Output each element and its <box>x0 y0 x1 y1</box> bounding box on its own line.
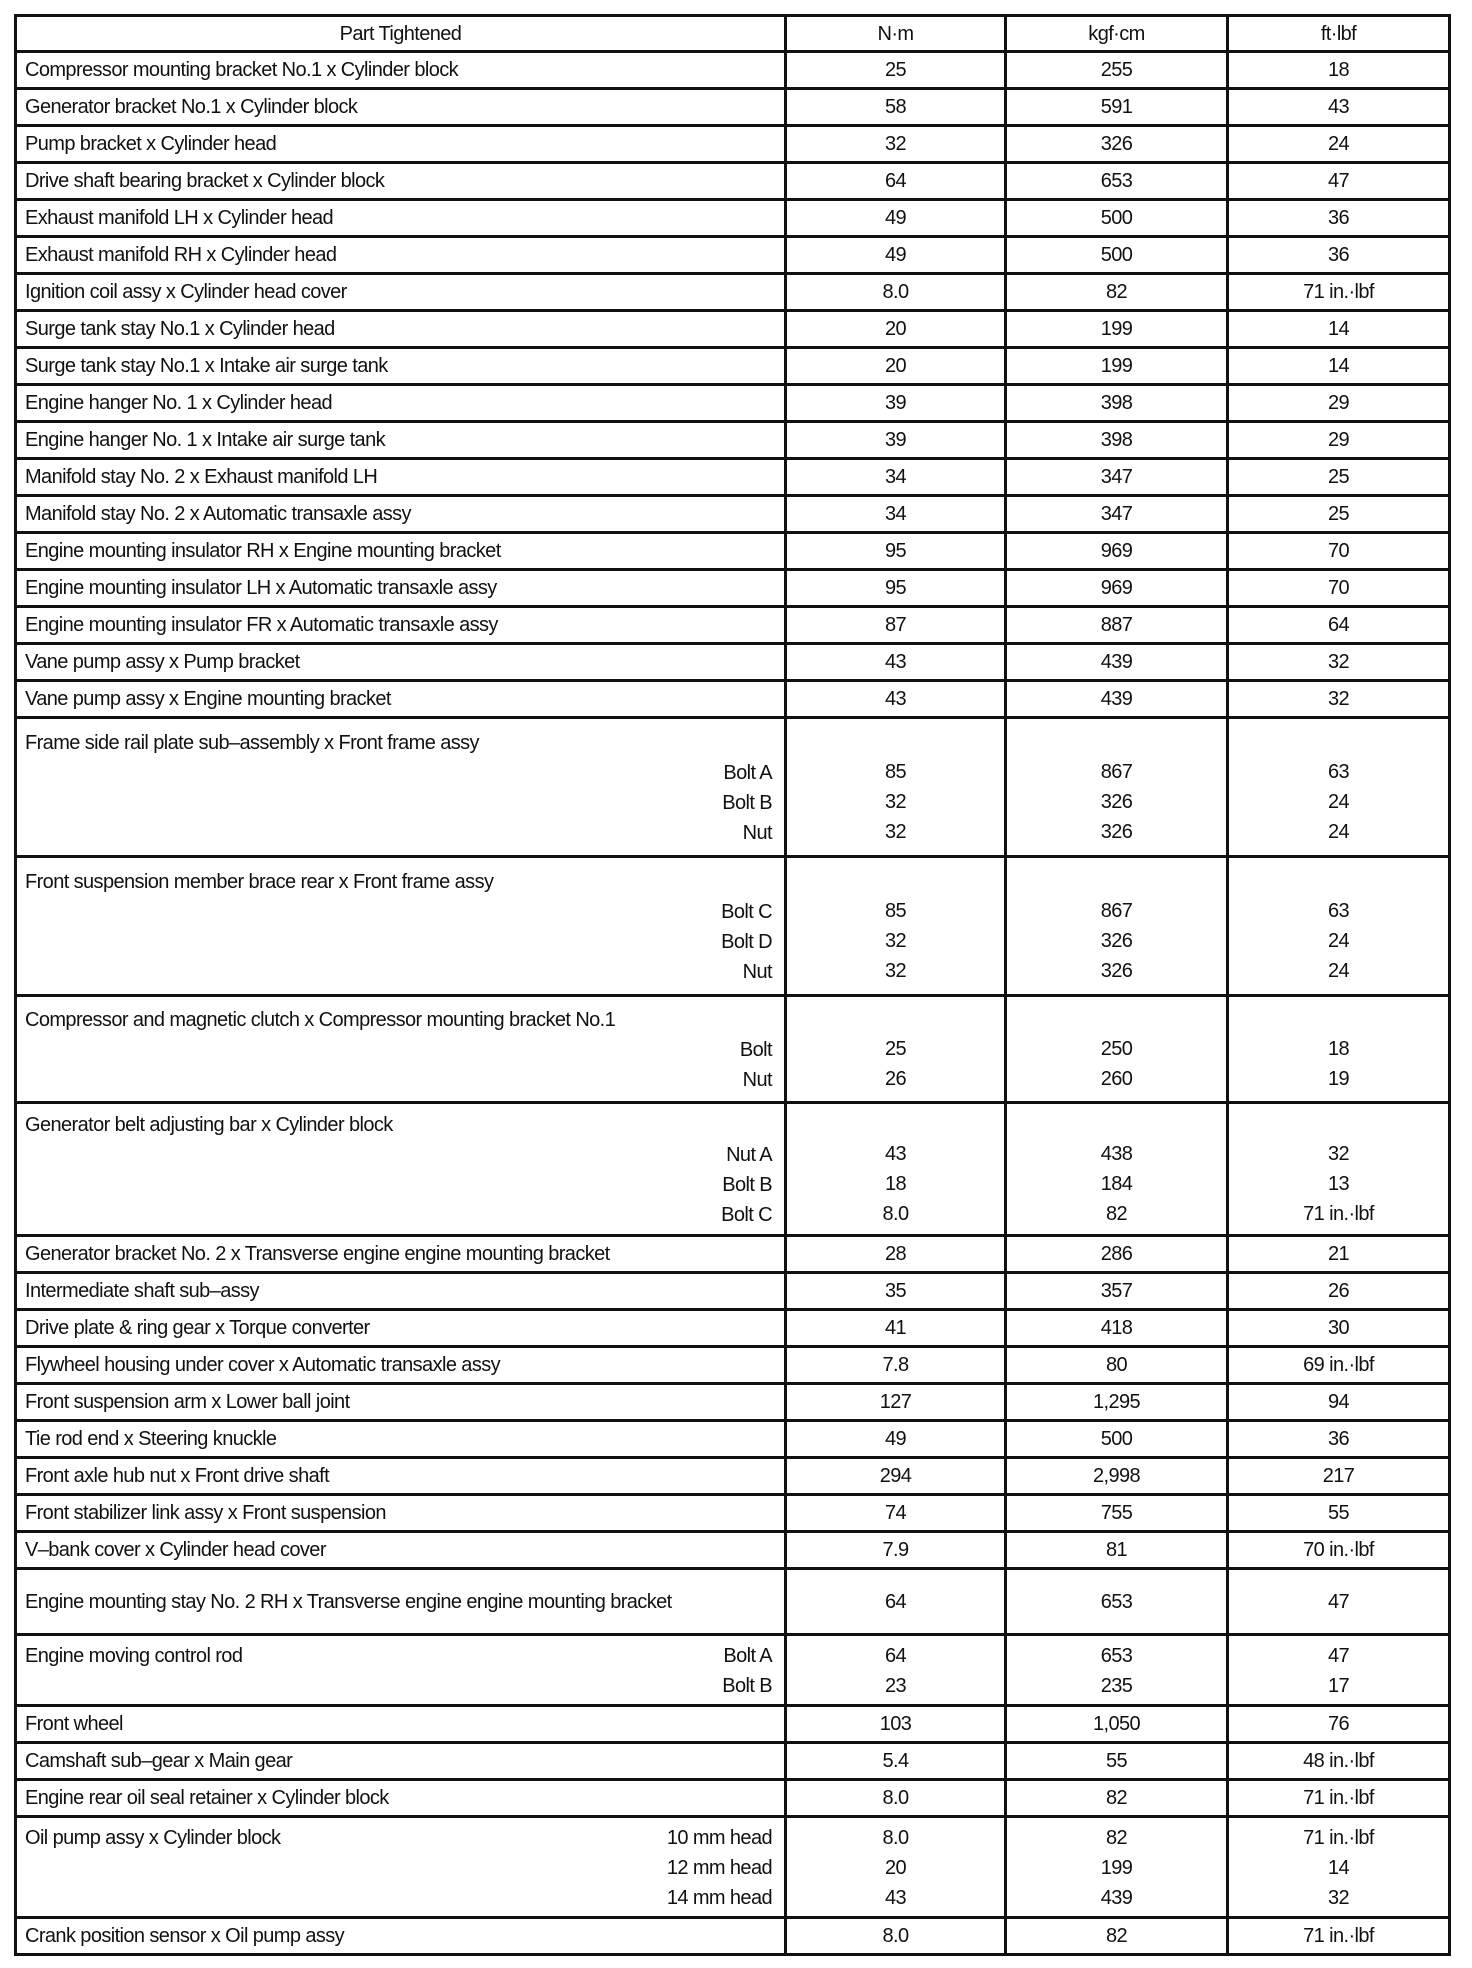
value-ft-lbf: 36 <box>1228 1421 1450 1458</box>
value-nm: 34 <box>786 496 1006 533</box>
table-row <box>16 1743 1450 1780</box>
value-kgf-cm: 81 <box>1006 1532 1228 1569</box>
value-ft-lbf: 32 <box>1327 1143 1350 1165</box>
value-nm-cell <box>786 857 1006 996</box>
value-kgf-cm-cell <box>1006 996 1228 1103</box>
value-ft-lbf: 70 <box>1228 533 1450 570</box>
value-ft-lbf-cell <box>1228 1103 1450 1236</box>
value-kgf-cm: 439 <box>1006 644 1228 681</box>
value-nm-cell <box>786 1635 1006 1706</box>
table-row-group <box>16 718 1450 857</box>
value-kgf-cm-cell <box>1006 857 1228 996</box>
table-row <box>16 1310 1450 1347</box>
value-ft-lbf: 76 <box>1228 1706 1450 1743</box>
header-row <box>16 16 1450 52</box>
value-ft-lbf: 32 <box>1228 681 1450 718</box>
value-kgf-cm: 867 <box>1100 761 1133 783</box>
value-ft-lbf: 55 <box>1228 1495 1450 1532</box>
value-kgf-cm: 235 <box>1100 1675 1133 1697</box>
part-name: Manifold stay No. 2 x Exhaust manifold LH <box>16 459 786 496</box>
value-ft-lbf: 24 <box>1327 960 1350 982</box>
value-nm: 32 <box>884 960 907 982</box>
part-name: Front wheel <box>16 1706 786 1743</box>
value-nm: 294 <box>786 1458 1006 1495</box>
value-nm: 39 <box>786 385 1006 422</box>
sub-part-label: Bolt B <box>722 792 772 814</box>
part-cell <box>16 1103 786 1236</box>
sub-part-label: Nut A <box>726 1144 772 1166</box>
value-nm: 58 <box>786 89 1006 126</box>
value-nm: 103 <box>786 1706 1006 1743</box>
value-nm: 127 <box>786 1384 1006 1421</box>
table-row <box>16 89 1450 126</box>
part-cell <box>16 996 786 1103</box>
value-ft-lbf-cell <box>1228 1635 1450 1706</box>
value-kgf-cm: 1,050 <box>1006 1706 1228 1743</box>
table-row <box>16 533 1450 570</box>
sub-part-label: 14 mm head <box>666 1887 772 1909</box>
part-name: Engine rear oil seal retainer x Cylinder block <box>16 1780 786 1817</box>
table-row <box>16 385 1450 422</box>
part-name: Generator belt adjusting bar x Cylinder block <box>25 1114 393 1136</box>
value-kgf-cm: 82 <box>1006 1780 1228 1817</box>
value-nm-cell <box>786 718 1006 857</box>
header-kgf-cm: kgf·cm <box>1006 16 1228 52</box>
table-row <box>16 126 1450 163</box>
value-kgf-cm: 199 <box>1100 1857 1133 1879</box>
value-kgf-cm: 255 <box>1006 52 1228 89</box>
value-nm: 8.0 <box>882 1203 909 1225</box>
table-row-group <box>16 857 1450 996</box>
value-nm: 64 <box>884 1645 907 1667</box>
value-nm: 43 <box>786 644 1006 681</box>
part-name: Engine mounting stay No. 2 RH x Transverse engine engine mounting bracket <box>16 1569 786 1635</box>
value-nm: 7.8 <box>786 1347 1006 1384</box>
table-row <box>16 1273 1450 1310</box>
value-nm: 20 <box>884 1857 907 1879</box>
table-row <box>16 1495 1450 1532</box>
value-ft-lbf: 29 <box>1228 385 1450 422</box>
table-row <box>16 274 1450 311</box>
value-kgf-cm-cell <box>1006 1103 1228 1236</box>
value-kgf-cm: 438 <box>1100 1143 1133 1165</box>
part-name: Oil pump assy x Cylinder block <box>25 1827 281 1849</box>
value-nm: 5.4 <box>786 1743 1006 1780</box>
part-name: Drive plate & ring gear x Torque converter <box>16 1310 786 1347</box>
part-name: Surge tank stay No.1 x Cylinder head <box>16 311 786 348</box>
part-name: Engine moving control rod <box>25 1645 243 1667</box>
value-ft-lbf-cell <box>1228 996 1450 1103</box>
part-name: Engine hanger No. 1 x Cylinder head <box>16 385 786 422</box>
value-kgf-cm: 82 <box>1105 1203 1128 1225</box>
value-ft-lbf: 21 <box>1228 1236 1450 1273</box>
value-ft-lbf-cell <box>1228 857 1450 996</box>
value-kgf-cm-cell <box>1006 718 1228 857</box>
value-kgf-cm: 286 <box>1006 1236 1228 1273</box>
value-nm: 87 <box>786 607 1006 644</box>
value-nm: 74 <box>786 1495 1006 1532</box>
value-ft-lbf: 71 in.·lbf <box>1228 1780 1450 1817</box>
value-ft-lbf: 47 <box>1228 1569 1450 1635</box>
part-name: Camshaft sub–gear x Main gear <box>16 1743 786 1780</box>
sub-part-label: Bolt D <box>721 931 772 953</box>
part-name: Ignition coil assy x Cylinder head cover <box>16 274 786 311</box>
sub-part-label: 12 mm head <box>666 1857 772 1879</box>
value-kgf-cm: 184 <box>1100 1173 1133 1195</box>
value-kgf-cm: 653 <box>1006 163 1228 200</box>
sub-part-label: 10 mm head <box>666 1827 772 1849</box>
sub-part-label: Nut <box>742 1069 772 1091</box>
table-row <box>16 1384 1450 1421</box>
value-ft-lbf: 70 <box>1228 570 1450 607</box>
part-name: Engine mounting insulator FR x Automatic transaxle assy <box>16 607 786 644</box>
part-cell <box>16 1817 786 1918</box>
value-nm: 32 <box>884 821 907 843</box>
value-ft-lbf: 71 in.·lbf <box>1228 1918 1450 1955</box>
table-row <box>16 1569 1450 1635</box>
value-kgf-cm: 250 <box>1100 1038 1133 1060</box>
value-kgf-cm: 500 <box>1006 200 1228 237</box>
table-row <box>16 1458 1450 1495</box>
part-name: Surge tank stay No.1 x Intake air surge tank <box>16 348 786 385</box>
value-kgf-cm: 867 <box>1100 900 1133 922</box>
sub-part-label: Nut <box>742 961 772 983</box>
value-ft-lbf: 36 <box>1228 200 1450 237</box>
value-nm: 64 <box>786 1569 1006 1635</box>
value-nm: 25 <box>884 1038 907 1060</box>
part-name: Crank position sensor x Oil pump assy <box>16 1918 786 1955</box>
part-name: Compressor and magnetic clutch x Compressor mounting bracket No.1 <box>25 1009 616 1031</box>
value-ft-lbf: 25 <box>1228 459 1450 496</box>
part-name: Vane pump assy x Pump bracket <box>16 644 786 681</box>
value-ft-lbf: 94 <box>1228 1384 1450 1421</box>
table-row <box>16 422 1450 459</box>
part-name: Exhaust manifold RH x Cylinder head <box>16 237 786 274</box>
value-ft-lbf: 64 <box>1228 607 1450 644</box>
part-name: Front stabilizer link assy x Front suspension <box>16 1495 786 1532</box>
value-nm: 85 <box>884 900 907 922</box>
value-ft-lbf: 24 <box>1327 930 1350 952</box>
table-row <box>16 1347 1450 1384</box>
table-row-group <box>16 1817 1450 1918</box>
value-ft-lbf: 24 <box>1327 791 1350 813</box>
value-nm: 25 <box>786 52 1006 89</box>
value-kgf-cm: 500 <box>1006 1421 1228 1458</box>
value-nm: 95 <box>786 533 1006 570</box>
value-nm: 32 <box>884 930 907 952</box>
value-ft-lbf: 70 in.·lbf <box>1228 1532 1450 1569</box>
value-kgf-cm: 591 <box>1006 89 1228 126</box>
value-nm: 64 <box>786 163 1006 200</box>
part-name: Front suspension arm x Lower ball joint <box>16 1384 786 1421</box>
part-name: Drive shaft bearing bracket x Cylinder block <box>16 163 786 200</box>
value-kgf-cm: 500 <box>1006 237 1228 274</box>
part-name: Flywheel housing under cover x Automatic transaxle assy <box>16 1347 786 1384</box>
table-row <box>16 52 1450 89</box>
sub-part-label: Nut <box>742 822 772 844</box>
value-ft-lbf: 25 <box>1228 496 1450 533</box>
value-nm: 95 <box>786 570 1006 607</box>
torque-specification-table <box>14 14 1451 1956</box>
value-kgf-cm: 260 <box>1100 1068 1133 1090</box>
value-ft-lbf: 24 <box>1228 126 1450 163</box>
part-name: Compressor mounting bracket No.1 x Cylinder block <box>16 52 786 89</box>
table-row <box>16 1706 1450 1743</box>
value-ft-lbf: 71 in.·lbf <box>1303 1203 1374 1225</box>
part-cell <box>16 1635 786 1706</box>
part-name: Generator bracket No.1 x Cylinder block <box>16 89 786 126</box>
value-kgf-cm: 55 <box>1006 1743 1228 1780</box>
part-name: Engine hanger No. 1 x Intake air surge tank <box>16 422 786 459</box>
value-nm-cell <box>786 996 1006 1103</box>
value-kgf-cm: 357 <box>1006 1273 1228 1310</box>
part-name: Exhaust manifold LH x Cylinder head <box>16 200 786 237</box>
part-name: Generator bracket No. 2 x Transverse engine engine mounting bracket <box>16 1236 786 1273</box>
value-nm: 41 <box>786 1310 1006 1347</box>
part-name: V–bank cover x Cylinder head cover <box>16 1532 786 1569</box>
value-nm: 20 <box>786 348 1006 385</box>
value-nm: 32 <box>786 126 1006 163</box>
table-row <box>16 348 1450 385</box>
table-row <box>16 1780 1450 1817</box>
value-nm: 28 <box>786 1236 1006 1273</box>
value-kgf-cm: 82 <box>1006 1918 1228 1955</box>
sub-part-label: Bolt A <box>723 1645 772 1667</box>
value-kgf-cm: 326 <box>1100 930 1133 952</box>
header-ft-lbf: ft·lbf <box>1228 16 1450 52</box>
part-name: Frame side rail plate sub–assembly x Front frame assy <box>25 732 479 754</box>
value-kgf-cm: 653 <box>1006 1569 1228 1635</box>
part-name: Vane pump assy x Engine mounting bracket <box>16 681 786 718</box>
value-ft-lbf: 48 in.·lbf <box>1228 1743 1450 1780</box>
value-ft-lbf: 14 <box>1228 311 1450 348</box>
value-nm-cell <box>786 1103 1006 1236</box>
value-kgf-cm: 80 <box>1006 1347 1228 1384</box>
value-nm: 43 <box>786 681 1006 718</box>
value-ft-lbf: 30 <box>1228 1310 1450 1347</box>
value-kgf-cm: 1,295 <box>1006 1384 1228 1421</box>
header-part-tightened: Part Tightened <box>16 16 786 52</box>
table-row-group <box>16 1103 1450 1236</box>
value-ft-lbf: 71 in.·lbf <box>1228 274 1450 311</box>
value-ft-lbf: 71 in.·lbf <box>1303 1827 1374 1849</box>
value-kgf-cm: 199 <box>1006 348 1228 385</box>
value-kgf-cm: 347 <box>1006 459 1228 496</box>
value-nm: 8.0 <box>786 274 1006 311</box>
table-row-group <box>16 1635 1450 1706</box>
value-ft-lbf: 32 <box>1327 1887 1350 1909</box>
table-row <box>16 644 1450 681</box>
value-ft-lbf: 17 <box>1327 1675 1350 1697</box>
value-nm: 7.9 <box>786 1532 1006 1569</box>
value-ft-lbf: 47 <box>1327 1645 1350 1667</box>
value-nm: 34 <box>786 459 1006 496</box>
value-nm-cell <box>786 1817 1006 1918</box>
value-nm: 26 <box>884 1068 907 1090</box>
sub-part-label: Bolt C <box>721 1204 772 1226</box>
value-kgf-cm: 969 <box>1006 533 1228 570</box>
part-name: Manifold stay No. 2 x Automatic transaxle assy <box>16 496 786 533</box>
table-row <box>16 681 1450 718</box>
value-kgf-cm: 398 <box>1006 422 1228 459</box>
part-name: Tie rod end x Steering knuckle <box>16 1421 786 1458</box>
value-nm: 23 <box>884 1675 907 1697</box>
table-row <box>16 237 1450 274</box>
value-kgf-cm-cell <box>1006 1817 1228 1918</box>
value-ft-lbf-cell <box>1228 1817 1450 1918</box>
value-ft-lbf: 29 <box>1228 422 1450 459</box>
value-ft-lbf: 47 <box>1228 163 1450 200</box>
value-ft-lbf: 63 <box>1327 900 1350 922</box>
value-ft-lbf: 217 <box>1228 1458 1450 1495</box>
value-kgf-cm: 347 <box>1006 496 1228 533</box>
value-ft-lbf: 63 <box>1327 761 1350 783</box>
value-nm: 8.0 <box>786 1918 1006 1955</box>
sub-part-label: Bolt <box>739 1039 772 1061</box>
value-ft-lbf: 43 <box>1228 89 1450 126</box>
part-name: Engine mounting insulator RH x Engine mounting bracket <box>16 533 786 570</box>
value-kgf-cm: 969 <box>1006 570 1228 607</box>
value-ft-lbf: 18 <box>1228 52 1450 89</box>
table-row <box>16 1236 1450 1273</box>
value-ft-lbf: 24 <box>1327 821 1350 843</box>
value-kgf-cm: 418 <box>1006 1310 1228 1347</box>
value-kgf-cm: 199 <box>1006 311 1228 348</box>
value-nm: 35 <box>786 1273 1006 1310</box>
value-kgf-cm: 326 <box>1100 791 1133 813</box>
value-nm: 43 <box>884 1887 907 1909</box>
value-ft-lbf: 14 <box>1228 348 1450 385</box>
value-nm: 8.0 <box>786 1780 1006 1817</box>
value-kgf-cm-cell <box>1006 1635 1228 1706</box>
sub-part-label: Bolt B <box>722 1174 772 1196</box>
value-ft-lbf: 18 <box>1327 1038 1350 1060</box>
table-row <box>16 1532 1450 1569</box>
table-row <box>16 459 1450 496</box>
part-cell <box>16 718 786 857</box>
value-kgf-cm: 2,998 <box>1006 1458 1228 1495</box>
value-kgf-cm: 439 <box>1100 1887 1133 1909</box>
value-kgf-cm: 326 <box>1100 821 1133 843</box>
table-row <box>16 311 1450 348</box>
sub-part-label: Bolt A <box>723 762 772 784</box>
sub-part-label: Bolt B <box>722 1675 772 1697</box>
table-row <box>16 496 1450 533</box>
value-nm: 32 <box>884 791 907 813</box>
value-kgf-cm: 82 <box>1105 1827 1128 1849</box>
header-nm: N·m <box>786 16 1006 52</box>
value-nm: 20 <box>786 311 1006 348</box>
value-ft-lbf: 19 <box>1327 1068 1350 1090</box>
value-nm: 49 <box>786 200 1006 237</box>
table-row <box>16 1918 1450 1955</box>
table-row <box>16 200 1450 237</box>
value-ft-lbf: 32 <box>1228 644 1450 681</box>
part-name: Pump bracket x Cylinder head <box>16 126 786 163</box>
value-ft-lbf: 13 <box>1327 1173 1350 1195</box>
value-kgf-cm: 887 <box>1006 607 1228 644</box>
value-ft-lbf: 69 in.·lbf <box>1228 1347 1450 1384</box>
value-nm: 18 <box>884 1173 907 1195</box>
value-kgf-cm: 82 <box>1006 274 1228 311</box>
table-row <box>16 607 1450 644</box>
sub-part-label: Bolt C <box>721 901 772 923</box>
table-row <box>16 570 1450 607</box>
value-nm: 39 <box>786 422 1006 459</box>
value-nm: 85 <box>884 761 907 783</box>
value-ft-lbf: 14 <box>1327 1857 1350 1879</box>
part-name: Engine mounting insulator LH x Automatic transaxle assy <box>16 570 786 607</box>
part-name: Front axle hub nut x Front drive shaft <box>16 1458 786 1495</box>
value-ft-lbf-cell <box>1228 718 1450 857</box>
part-cell <box>16 857 786 996</box>
value-nm: 43 <box>884 1143 907 1165</box>
value-kgf-cm: 326 <box>1100 960 1133 982</box>
value-ft-lbf: 36 <box>1228 237 1450 274</box>
table-row-group <box>16 996 1450 1103</box>
table-row <box>16 1421 1450 1458</box>
value-ft-lbf: 26 <box>1228 1273 1450 1310</box>
value-kgf-cm: 755 <box>1006 1495 1228 1532</box>
value-kgf-cm: 326 <box>1006 126 1228 163</box>
table-row <box>16 163 1450 200</box>
part-name: Intermediate shaft sub–assy <box>16 1273 786 1310</box>
value-nm: 49 <box>786 1421 1006 1458</box>
value-kgf-cm: 439 <box>1006 681 1228 718</box>
value-nm: 8.0 <box>882 1827 909 1849</box>
part-name: Front suspension member brace rear x Front frame assy <box>25 871 494 893</box>
value-kgf-cm: 653 <box>1100 1645 1133 1667</box>
value-nm: 49 <box>786 237 1006 274</box>
value-kgf-cm: 398 <box>1006 385 1228 422</box>
